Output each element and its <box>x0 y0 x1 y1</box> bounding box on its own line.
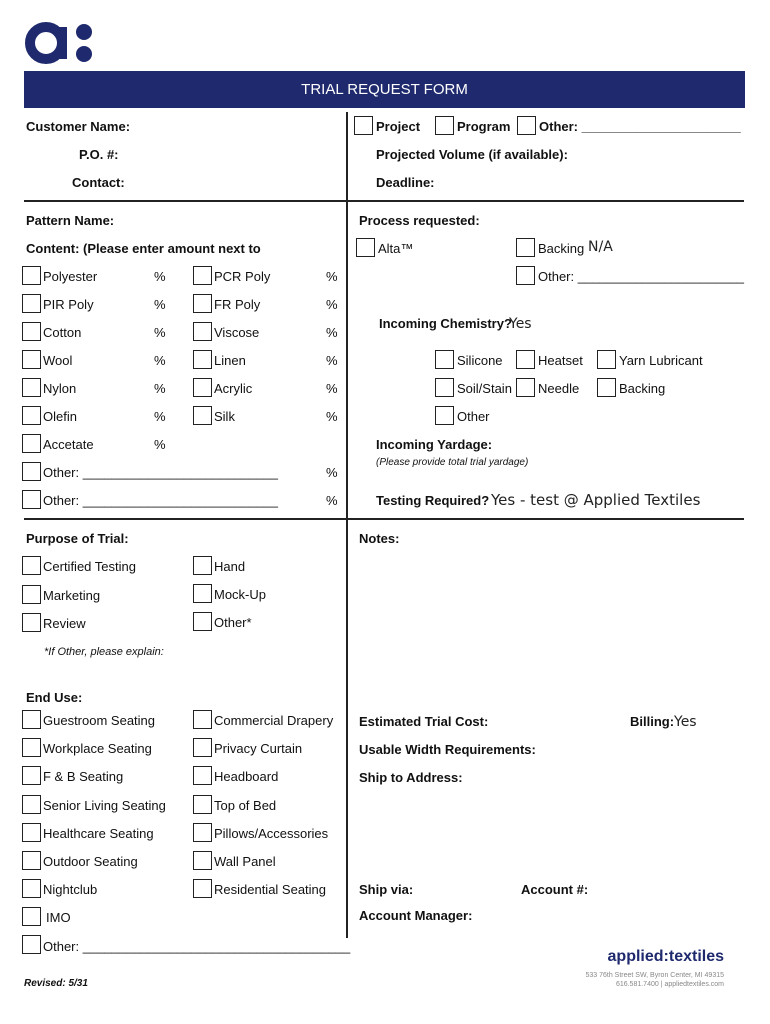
purpose-of-trial-label: Purpose of Trial: <box>26 531 129 546</box>
review-checkbox[interactable] <box>22 613 41 632</box>
percent-sign: % <box>154 409 166 424</box>
end-use-option-label: Workplace Seating <box>43 741 152 756</box>
purpose-option-label: Review <box>43 616 86 631</box>
percent-sign: % <box>154 297 166 312</box>
chemistry-option-label: Other <box>457 409 490 424</box>
nightclub-checkbox[interactable] <box>22 879 41 898</box>
ship-to-label: Ship to Address: <box>359 770 463 785</box>
other-fiber-2-checkbox[interactable] <box>22 490 41 509</box>
fiber-label: Cotton <box>43 325 82 340</box>
divider-1 <box>24 200 744 202</box>
fiber-label: FR Poly <box>214 297 261 312</box>
program-checkbox[interactable] <box>435 116 454 135</box>
other-fiber-1-checkbox[interactable] <box>22 462 41 481</box>
percent-sign: % <box>326 353 338 368</box>
fiber-label: Viscose <box>214 325 260 340</box>
address-line-2: 616.581.7400 | appliedtextiles.com <box>615 981 724 988</box>
brand-wordmark-left: applied <box>607 948 664 965</box>
projected-volume-label: Projected Volume (if available): <box>376 147 568 162</box>
purpose-option-label: Mock-Up <box>214 587 267 602</box>
usable-width-label: Usable Width Requirements: <box>359 742 536 757</box>
brand-wordmark-sep: : <box>663 948 669 965</box>
footer-address <box>585 971 724 989</box>
backing-process-label: Backing <box>538 241 585 256</box>
end-use-option-label: F & B Seating <box>43 769 124 784</box>
silk-checkbox[interactable] <box>193 406 212 425</box>
fiber-label: Silk <box>214 409 235 424</box>
percent-sign: % <box>154 325 166 340</box>
top-of-bed-checkbox[interactable] <box>193 795 212 814</box>
acrylic-checkbox[interactable] <box>193 378 212 397</box>
divider-2 <box>24 518 744 520</box>
linen-checkbox[interactable] <box>193 350 212 369</box>
percent-sign: % <box>326 493 338 508</box>
percent-sign: % <box>154 437 166 452</box>
incoming-yardage-label: Incoming Yardage: <box>376 437 493 452</box>
other-fiber-1-label: Other: ___________________________ <box>43 465 278 480</box>
percent-sign: % <box>154 269 166 284</box>
needle-checkbox[interactable] <box>516 378 535 397</box>
fiber-label: Accetate <box>43 437 94 452</box>
end-use-other-label: Other: _____________________________________ <box>43 939 351 954</box>
purpose-option-label: Marketing <box>43 588 101 603</box>
fiber-label: Acrylic <box>214 381 253 396</box>
project-checkbox[interactable] <box>354 116 373 135</box>
wall-panel-checkbox[interactable] <box>193 851 212 870</box>
address-line-1: 533 76th Street SW, Byron Center, MI 49315 <box>585 972 724 979</box>
percent-sign: % <box>326 465 338 480</box>
billing-label: Billing: <box>630 714 675 729</box>
alta-label: Alta™ <box>378 241 414 256</box>
if-other-note: *If Other, please explain: <box>44 646 164 658</box>
workplace-seating-checkbox[interactable] <box>22 738 41 757</box>
chemistry-option-label: Soil/Stain <box>457 381 512 396</box>
fb-seating-checkbox[interactable] <box>22 766 41 785</box>
hand-checkbox[interactable] <box>193 556 212 575</box>
end-use-option-label: Nightclub <box>43 882 98 897</box>
other-type-label: Other: ______________________ <box>539 119 741 134</box>
fiber-label: PIR Poly <box>43 297 94 312</box>
backing-chemistry-checkbox[interactable] <box>597 378 616 397</box>
chemistry-option-label: Yarn Lubricant <box>619 353 703 368</box>
customer-name-label: Customer Name: <box>26 119 131 134</box>
backing-value: N/A <box>588 239 613 255</box>
purpose-option-label: Certified Testing <box>43 559 136 574</box>
yardage-note: (Please provide total trial yardage) <box>376 457 529 468</box>
percent-sign: % <box>326 269 338 284</box>
end-use-option-label: Wall Panel <box>214 854 276 869</box>
chemistry-option-label: Silicone <box>457 353 503 368</box>
privacy-curtain-checkbox[interactable] <box>193 738 212 757</box>
guestroom-seating-checkbox[interactable] <box>22 710 41 729</box>
olefin-checkbox[interactable] <box>22 406 41 425</box>
content-label: Content: (Please enter amount next to <box>26 241 261 256</box>
incoming-chemistry-label: Incoming Chemistry? <box>379 316 512 331</box>
chemistry-option-label: Heatset <box>538 353 583 368</box>
mock-up-checkbox[interactable] <box>193 584 212 603</box>
chemistry-other-checkbox[interactable] <box>435 406 454 425</box>
end-use-label: End Use: <box>26 690 83 705</box>
notes-label: Notes: <box>359 531 400 546</box>
headboard-checkbox[interactable] <box>193 766 212 785</box>
residential-seating-checkbox[interactable] <box>193 879 212 898</box>
process-other-label: Other: _______________________ <box>538 269 745 284</box>
end-use-option-label: Residential Seating <box>214 882 327 897</box>
end-use-option-label: Privacy Curtain <box>214 741 303 756</box>
soil-stain-checkbox[interactable] <box>435 378 454 397</box>
pcr-poly-checkbox[interactable] <box>193 266 212 285</box>
company-logo-icon <box>24 18 96 66</box>
marketing-checkbox[interactable] <box>22 585 41 604</box>
percent-sign: % <box>154 353 166 368</box>
wool-checkbox[interactable] <box>22 350 41 369</box>
pillows-accessories-checkbox[interactable] <box>193 823 212 842</box>
end-use-option-label: Senior Living Seating <box>43 798 166 813</box>
purpose-option-label: Hand <box>214 559 246 574</box>
percent-sign: % <box>154 381 166 396</box>
silicone-checkbox[interactable] <box>435 350 454 369</box>
polyester-checkbox[interactable] <box>22 266 41 285</box>
viscose-checkbox[interactable] <box>193 322 212 341</box>
percent-sign: % <box>326 409 338 424</box>
end-use-option-label: Guestroom Seating <box>43 713 156 728</box>
end-use-option-label: Pillows/Accessories <box>214 826 329 841</box>
percent-sign: % <box>326 381 338 396</box>
fiber-label: Polyester <box>43 269 98 284</box>
po-label: P.O. #: <box>79 147 119 162</box>
end-use-option-label: Outdoor Seating <box>43 854 138 869</box>
testing-required-value: Yes - test @ Applied Textiles <box>491 491 701 509</box>
process-requested-label: Process requested: <box>359 213 480 228</box>
outdoor-seating-checkbox[interactable] <box>22 851 41 870</box>
form-title-banner: TRIAL REQUEST FORM <box>24 71 745 108</box>
pir-poly-checkbox[interactable] <box>22 294 41 313</box>
column-divider <box>346 112 348 938</box>
revised-date: Revised: 5/31 <box>24 978 88 989</box>
percent-sign: % <box>326 325 338 340</box>
brand-wordmark-right: textiles <box>668 948 724 965</box>
fiber-label: Wool <box>43 353 73 368</box>
deadline-label: Deadline: <box>376 175 435 190</box>
nylon-checkbox[interactable] <box>22 378 41 397</box>
program-label: Program <box>457 119 511 134</box>
fiber-label: Olefin <box>43 409 77 424</box>
purpose-other-checkbox[interactable] <box>193 612 212 631</box>
brand-wordmark <box>608 948 724 966</box>
imo-checkbox[interactable] <box>22 907 41 926</box>
incoming-chemistry-value: Yes <box>509 316 532 332</box>
fiber-label: Linen <box>214 353 246 368</box>
heatset-checkbox[interactable] <box>516 350 535 369</box>
fr-poly-checkbox[interactable] <box>193 294 212 313</box>
process-other-checkbox[interactable] <box>516 266 535 285</box>
percent-sign: % <box>326 297 338 312</box>
cotton-checkbox[interactable] <box>22 322 41 341</box>
ship-via-label: Ship via: <box>359 882 414 897</box>
alta-checkbox[interactable] <box>356 238 375 257</box>
end-use-option-label: IMO <box>46 910 71 925</box>
certified-testing-checkbox[interactable] <box>22 556 41 575</box>
end-use-other-checkbox[interactable] <box>22 935 41 954</box>
chemistry-option-label: Needle <box>538 381 580 396</box>
commercial-drapery-checkbox[interactable] <box>193 710 212 729</box>
billing-value: Yes <box>674 714 697 730</box>
senior-living-seating-checkbox[interactable] <box>22 795 41 814</box>
account-manager-label: Account Manager: <box>359 908 473 923</box>
accetate-checkbox[interactable] <box>22 434 41 453</box>
end-use-option-label: Commercial Drapery <box>214 713 334 728</box>
project-label: Project <box>376 119 421 134</box>
pattern-name-label: Pattern Name: <box>26 213 115 228</box>
contact-label: Contact: <box>72 175 125 190</box>
yarn-lubricant-checkbox[interactable] <box>597 350 616 369</box>
fiber-label: PCR Poly <box>214 269 271 284</box>
account-number-label: Account #: <box>521 882 589 897</box>
fiber-label: Nylon <box>43 381 77 396</box>
purpose-option-label: Other* <box>214 615 252 630</box>
estimated-cost-label: Estimated Trial Cost: <box>359 714 489 729</box>
healthcare-seating-checkbox[interactable] <box>22 823 41 842</box>
testing-required-label: Testing Required? <box>376 493 490 508</box>
other-fiber-2-label: Other: ___________________________ <box>43 493 278 508</box>
backing-process-checkbox[interactable] <box>516 238 535 257</box>
chemistry-option-label: Backing <box>619 381 666 396</box>
other-type-checkbox[interactable] <box>517 116 536 135</box>
end-use-option-label: Top of Bed <box>214 798 277 813</box>
end-use-option-label: Headboard <box>214 769 279 784</box>
end-use-option-label: Healthcare Seating <box>43 826 154 841</box>
